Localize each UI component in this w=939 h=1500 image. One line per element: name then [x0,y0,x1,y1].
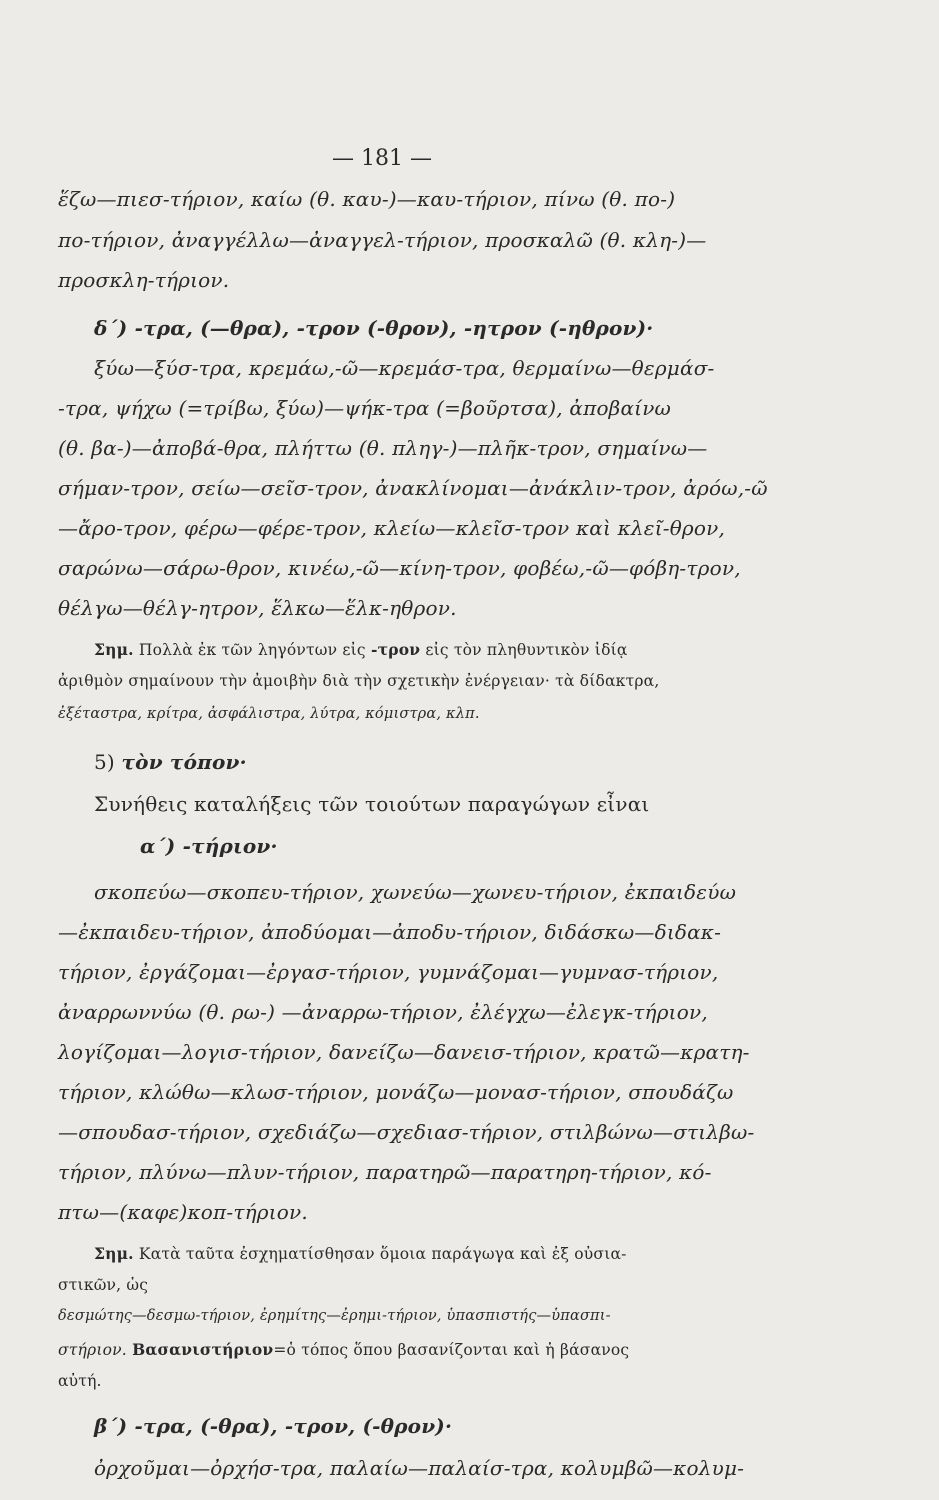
text-line: σήμαν-τρον, σείω—σεῖσ-τρον, ἀνακλίνομαι—ἀνάκλιν-τρον, ἀρόω,-ῶ [58,476,768,500]
text-line: —ἐκπαιδευ-τήριον, ἀποδύομαι—ἀποδυ-τήριον, διδάσκω—διδακ- [58,920,722,944]
text-line: ξύω—ξύσ-τρα, κρεμάω,-ῶ—κρεμάσ-τρα, θερμαίνω—θερμάσ- [94,356,715,380]
text-line: ἀναρρωννύω (θ. ρω-) —ἀναρρω-τήριον, ἐλέγχω—ἐλεγκ-τήριον, [58,1000,708,1024]
section-title: τὸν τόπον· [121,750,247,774]
text-line: ἕζω—πιεσ-τήριον, καίω (θ. καυ-)—καυ-τήριον, πίνω (θ. πο-) [58,187,676,211]
text-line: σαρώνω—σάρω-θρον, κινέω,-ῶ—κίνη-τρον, φοβέω,-ῶ—φόβη-τρον, [58,556,741,580]
text-line: Συνήθεις καταλήξεις τῶν τοιούτων παραγώγων εἶναι [94,792,650,816]
note-line: στήριον. Βασανιστήριον=ὁ τόπος ὅπου βασανίζονται καὶ ἡ βάσανος [58,1340,630,1359]
note-line: Σημ. Πολλὰ ἐκ τῶν ληγόντων εἰς -τρον εἰς τὸν πληθυντικὸν ἰδίᾳ [94,640,628,659]
text-line: τήριον, πλύνω—πλυν-τήριον, παρατηρῶ—παρατηρη-τήριον, κό- [58,1160,712,1184]
text-line: πτω—(καφε)κοπ-τήριον. [58,1200,308,1224]
text-line: ὀρχοῦμαι—ὀρχήσ-τρα, παλαίω—παλαίσ-τρα, κολυμβῶ—κολυμ- [94,1456,745,1480]
note-line: δεσμώτης—δεσμω-τήριον, ἐρημίτης—ἐρημι-τήριον, ὑπασπιστής—ὑπασπι- [58,1308,611,1324]
note-line: ἐξέταστρα, κρίτρα, ἀσφάλιστρα, λύτρα, κόμιστρα, κλπ. [58,706,480,722]
section-number: 5) [94,750,115,774]
text-line: —σπουδασ-τήριον, σχεδιάζω—σχεδιασ-τήριον, στιλβώνω—στιλβω- [58,1120,755,1144]
text-line: σκοπεύω—σκοπευ-τήριον, χωνεύω—χωνευ-τήριον, ἐκπαιδεύω [94,880,737,904]
text-line: -τρα, ψήχω (=τρίβω, ξύω)—ψήκ-τρα (=βοῦρτσα), ἀποβαίνω [58,396,672,420]
note-line: Σημ. Κατὰ ταῦτα ἐσχηματίσθησαν ὅμοια παράγωγα καὶ ἐξ οὐσια- [94,1244,627,1263]
text-line: λογίζομαι—λογισ-τήριον, δανείζω—δανεισ-τήριον, κρατῶ—κρατη- [58,1040,750,1064]
note-line: στικῶν, ὡς [58,1276,149,1294]
section-heading-delta: δ΄) -τρα, (—θρα), -τρον (-θρον), -ητρον (-ηθρον)· [94,316,654,340]
text-line: (θ. βα-)—ἀποβά-θρα, πλήττω (θ. πληγ-)—πλῆκ-τρον, σημαίνω— [58,436,708,460]
note-label: Σημ. [94,1244,134,1263]
note-label: Σημ. [94,640,134,659]
text-line: τήριον, ἐργάζομαι—ἐργασ-τήριον, γυμνάζομαι—γυμνασ-τήριον, [58,960,719,984]
section-heading-beta: β΄) -τρα, (-θρα), -τρον, (-θρον)· [94,1414,453,1438]
note-line: αὐτή. [58,1372,102,1390]
section-5-heading [94,750,247,774]
text-line: προσκλη-τήριον. [58,268,230,292]
page-number: — 181 — [332,146,432,171]
text-line: τήριον, κλώθω—κλωσ-τήριον, μονάζω—μονασ-τήριον, σπουδάζω [58,1080,734,1104]
text-line: —ἄρο-τρον, φέρω—φέρε-τρον, κλείω—κλεῖσ-τρον καὶ κλεῖ-θρον, [58,516,726,540]
section-heading-alpha: α΄) -τήριον· [140,834,278,858]
text-line: θέλγω—θέλγ-ητρον, ἕλκω—ἕλκ-ηθρον. [58,596,457,620]
text-line: πο-τήριον, ἀναγγέλλω—ἀναγγελ-τήριον, προσκαλῶ (θ. κλη-)— [58,228,707,252]
note-line: ἀριθμὸν σημαίνουν τὴν ἀμοιβὴν διὰ τὴν σχετικὴν ἐνέργειαν· τὰ δίδακτρα, [58,672,660,690]
